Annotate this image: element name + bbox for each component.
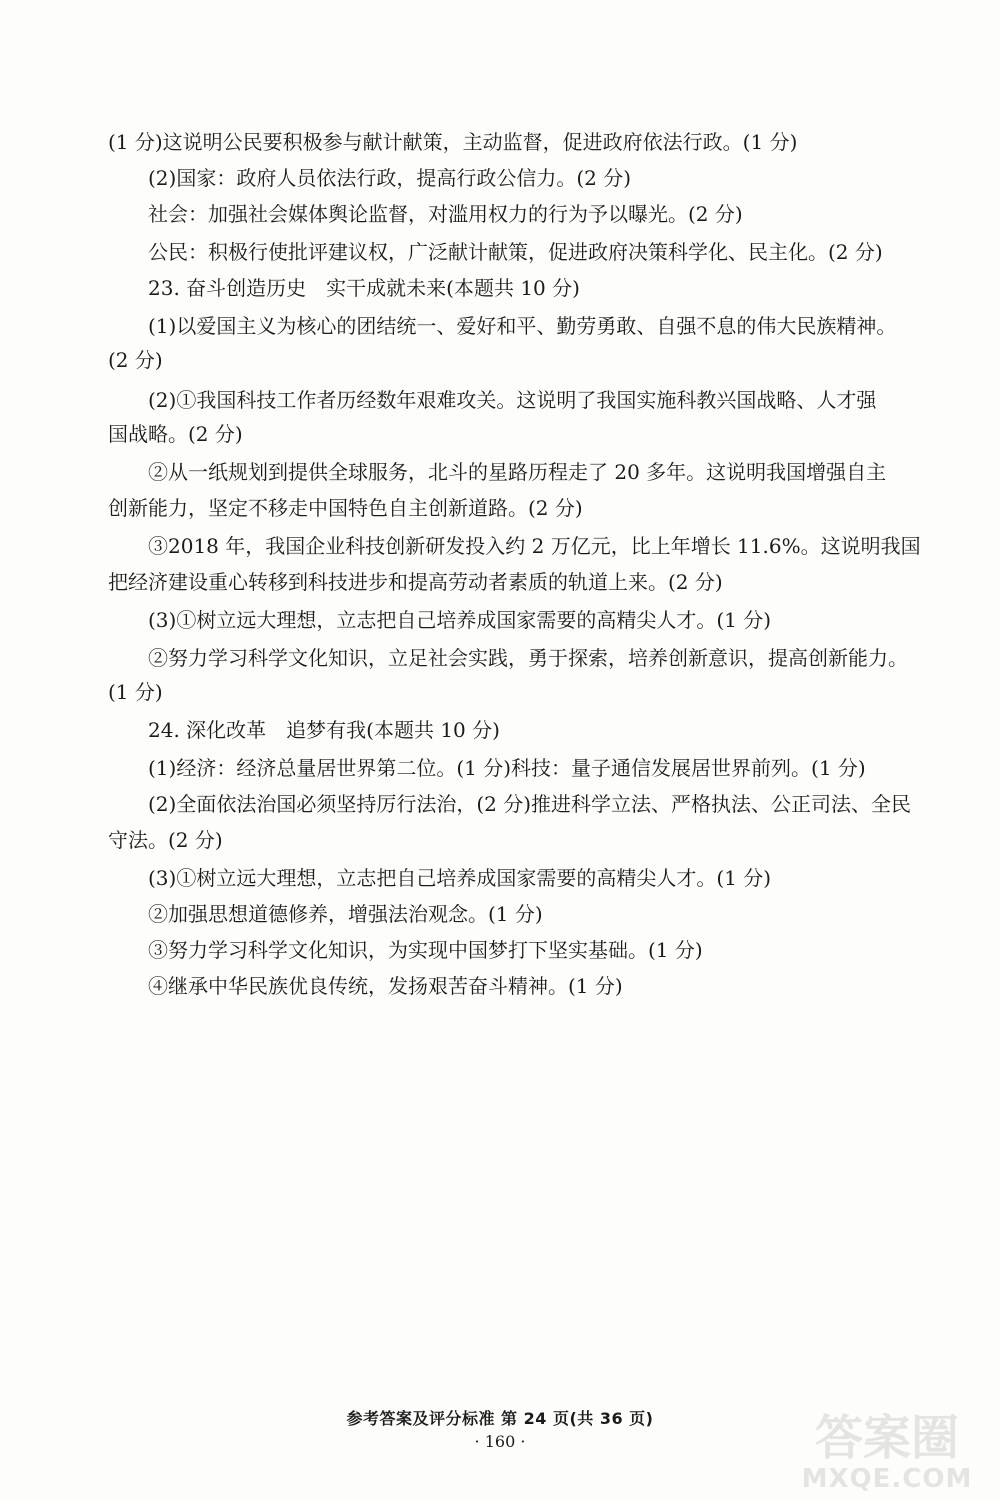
watermark-main-text: 答案圈 <box>814 1410 959 1466</box>
page-number: · 160 · <box>474 1432 526 1451</box>
answer-line-16: (1 分) <box>108 680 163 704</box>
answer-line-1: (1 分)这说明公民要积极参与献计献策，主动监督，促进政府依法行政。(1 分) <box>108 130 798 154</box>
answer-line-21: (3)①树立远大理想，立志把自己培养成国家需要的高精尖人才。(1 分) <box>148 866 772 890</box>
answer-line-12: ③2018 年，我国企业科技创新研发投入约 2 万亿元，比上年增长 11.6%。这说明我国 <box>148 534 921 558</box>
question-23-heading: 23. 奋斗创造历史 实干成就未来(本题共 10 分) <box>148 276 580 300</box>
question-24-heading: 24. 深化改革 追梦有我(本题共 10 分) <box>148 718 500 742</box>
answer-line-23: ③努力学习科学文化知识，为实现中国梦打下坚实基础。(1 分) <box>148 938 703 962</box>
answer-line-15: ②努力学习科学文化知识，立足社会实践，勇于探索，培养创新意识，提高创新能力。 <box>148 646 908 670</box>
answer-line-9: 国战略。(2 分) <box>108 422 243 446</box>
answer-line-11: 创新能力，坚定不移走中国特色自主创新道路。(2 分) <box>108 496 583 520</box>
answer-line-6: (1)以爱国主义为核心的团结统一、爱好和平、勤劳勇敢、自强不息的伟大民族精神。 <box>148 314 897 338</box>
answer-line-10: ②从一纸规划到提供全球服务，北斗的星路历程走了 20 多年。这说明我国增强自主 <box>148 460 887 484</box>
answer-line-2: (2)国家：政府人员依法行政，提高行政公信力。(2 分) <box>148 166 632 190</box>
answer-line-19: (2)全面依法治国必须坚持厉行法治，(2 分)推进科学立法、严格执法、公正司法、全民 <box>148 792 912 816</box>
answer-line-13: 把经济建设重心转移到科技进步和提高劳动者素质的轨道上来。(2 分) <box>108 570 723 594</box>
answer-line-14: (3)①树立远大理想，立志把自己培养成国家需要的高精尖人才。(1 分) <box>148 608 772 632</box>
footer-title: 参考答案及评分标准 第 24 页(共 36 页) <box>346 1409 654 1428</box>
answer-line-22: ②加强思想道德修养，增强法治观念。(1 分) <box>148 902 543 926</box>
answer-line-7: (2 分) <box>108 348 163 372</box>
answer-line-3: 社会：加强社会媒体舆论监督，对滥用权力的行为予以曝光。(2 分) <box>148 202 743 226</box>
answer-line-20: 守法。(2 分) <box>108 828 223 852</box>
answer-line-8: (2)①我国科技工作者历经数年艰难攻关。这说明了我国实施科教兴国战略、人才强 <box>148 388 877 412</box>
watermark-logo <box>782 1410 992 1500</box>
watermark-domain-text: MXQE.COM <box>801 1464 973 1494</box>
answer-line-4: 公民：积极行使批评建议权，广泛献计献策，促进政府决策科学化、民主化。(2 分) <box>148 240 883 264</box>
answer-line-24: ④继承中华民族优良传统，发扬艰苦奋斗精神。(1 分) <box>148 974 623 998</box>
answer-line-18: (1)经济：经济总量居世界第二位。(1 分)科技：量子通信发展居世界前列。(1 分) <box>148 756 866 780</box>
